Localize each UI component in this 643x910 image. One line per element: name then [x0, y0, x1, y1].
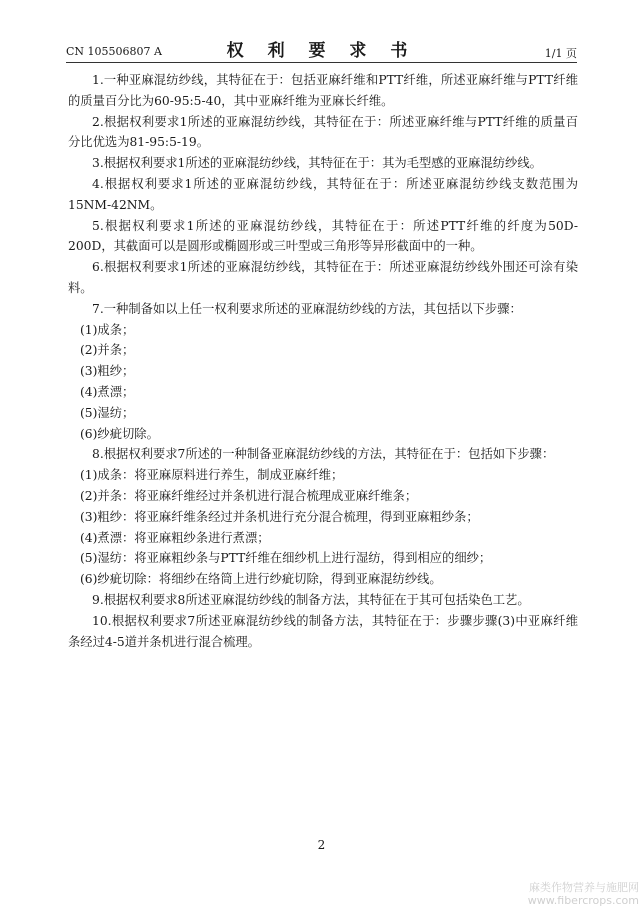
claim-1: 1.一种亚麻混纺纱线，其特征在于：包括亚麻纤维和PTT纤维，所述亚麻纤维与PTT纤维的质量百分比为60-95:5-40，其中亚麻纤维为亚麻长纤维。	[68, 73, 578, 108]
claim-8-step: (5)湿纺：将亚麻粗纱条与PTT纤维在细纱机上进行湿纺，得到相应的细纱；	[80, 551, 492, 566]
header-divider	[66, 62, 577, 63]
claim-8-step: (4)煮漂：将亚麻粗纱条进行煮漂；	[80, 530, 270, 545]
claim-8-step: (6)纱疵切除：将细纱在络筒上进行纱疵切除，得到亚麻混纺纱线。	[80, 572, 442, 587]
claim-7-step: (4)煮漂；	[80, 384, 135, 399]
document-number: CN 105506807 A	[66, 45, 162, 58]
page-info: 1/1 页	[544, 47, 577, 60]
claim-7-step: (3)粗纱；	[80, 364, 135, 379]
claim-8: 8.根据权利要求7所述的一种制备亚麻混纺纱线的方法，其特征在于：包括如下步骤：	[92, 447, 555, 462]
claim-7-step: (5)湿纺；	[80, 405, 135, 420]
watermark-title: 麻类作物营养与施肥网	[529, 881, 639, 894]
claim-7-step: (2)并条；	[80, 343, 135, 358]
claim-9: 9.根据权利要求8所述亚麻混纺纱线的制备方法，其特征在于其可包括染色工艺。	[92, 592, 530, 607]
page-header	[66, 36, 577, 62]
claim-7-step: (6)纱疵切除。	[80, 426, 159, 441]
claim-8-step: (2)并条：将亚麻纤维经过并条机进行混合梳理成亚麻纤维条；	[80, 488, 418, 503]
watermark	[528, 881, 639, 907]
claim-6: 6.根据权利要求1所述的亚麻混纺纱线，其特征在于：所述亚麻混纺纱线外围还可涂有染料。	[68, 260, 578, 295]
claim-10: 10.根据权利要求7所述亚麻混纺纱线的制备方法，其特征在于：步骤步骤(3)中亚麻纤维条经过4-5道并条机进行混合梳理。	[68, 613, 578, 649]
page-title: 权 利 要 求 书	[226, 41, 417, 61]
claim-3: 3.根据权利要求1所述的亚麻混纺纱线，其特征在于：其为毛型感的亚麻混纺纱线。	[92, 156, 542, 171]
claim-8-step: (1)成条：将亚麻原料进行养生，制成亚麻纤维；	[80, 468, 344, 483]
claim-7-step: (1)成条；	[80, 322, 135, 337]
page-number: 2	[317, 838, 326, 852]
watermark-url: www.fibercrops.com	[527, 894, 639, 907]
claim-5: 5.根据权利要求1所述的亚麻混纺纱线，其特征在于：所述PTT纤维的纤度为50D-200D，其截面可以是圆形或椭圆形或三叶型或三角形等异形截面中的一种。	[68, 218, 578, 254]
claim-8-step: (3)粗纱：将亚麻纤维条经过并条机进行充分混合梳理，得到亚麻粗纱条；	[80, 509, 479, 524]
claim-7: 7.一种制备如以上任一权利要求所述的亚麻混纺纱线的方法，其包括以下步骤：	[92, 301, 522, 316]
claim-2: 2.根据权利要求1所述的亚麻混纺纱线，其特征在于：所述亚麻纤维与PTT纤维的质量百分比优选为81-95:5-19。	[68, 114, 578, 150]
claims-body	[68, 70, 578, 652]
claim-4: 4.根据权利要求1所述的亚麻混纺纱线，其特征在于：所述亚麻混纺纱线支数范围为15NM-42NM。	[68, 176, 578, 212]
